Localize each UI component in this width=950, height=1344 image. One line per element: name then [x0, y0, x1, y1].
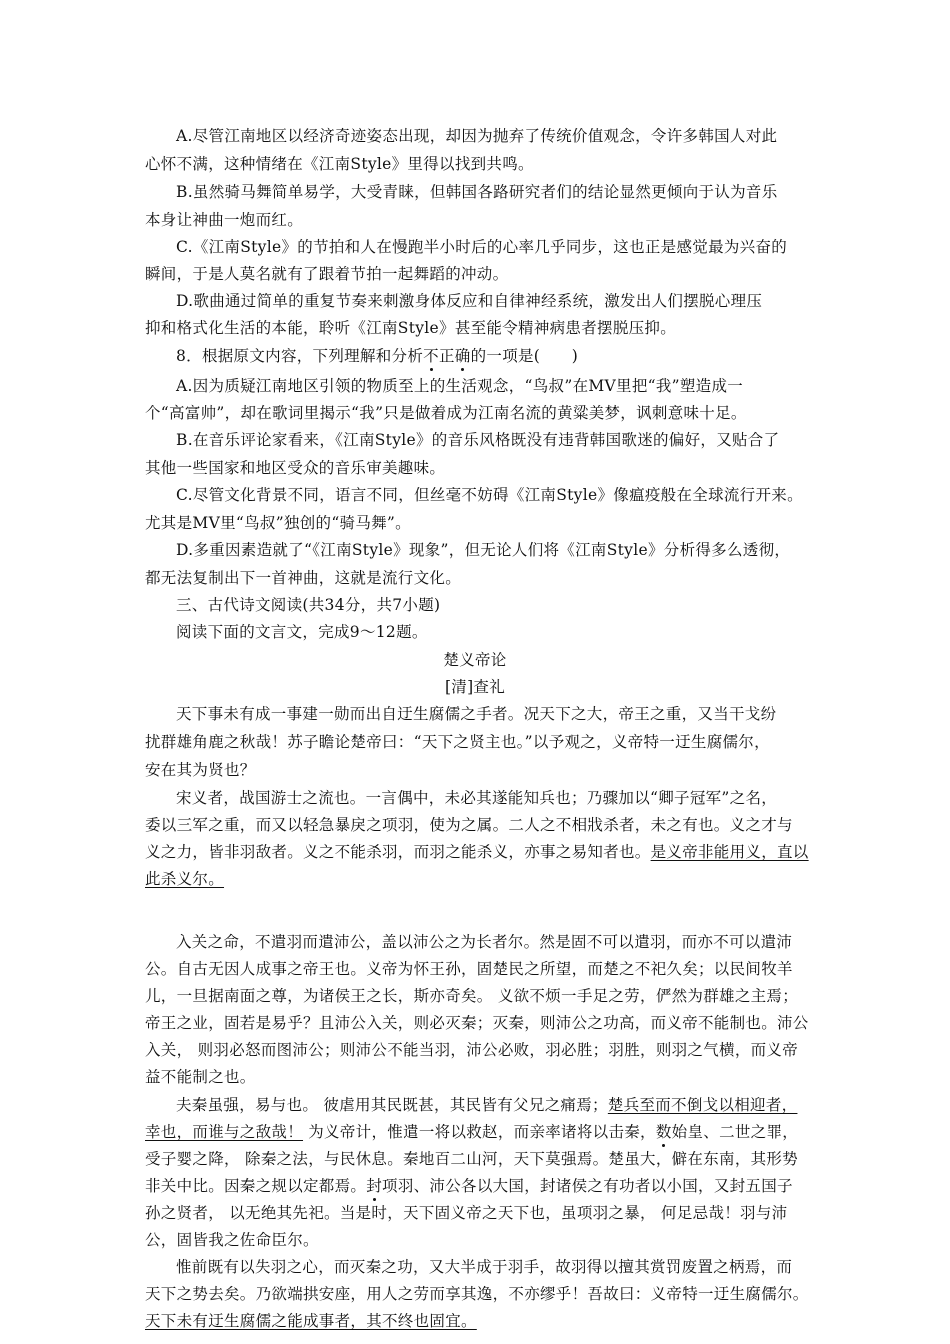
emphasis-char: 数 — [655, 1123, 672, 1141]
q7-option-a-line2: 心怀不满，这种情绪在《江南Style》里得以找到共鸣。 — [145, 155, 534, 173]
passage-p1-line3: 安在其为贤也？ — [145, 761, 256, 779]
passage-title: 楚义帝论 — [443, 651, 507, 669]
passage-p3-line5: 入关， 则羽必怒而图沛公；则沛公不能当羽，沛公必败，羽必胜；羽胜，则羽之气横，而义帝 — [145, 1041, 799, 1059]
emphasis-char: 不 — [423, 347, 439, 365]
passage-p3-line3: 儿，一旦据南面之尊，为诸侯王之长，斯亦奇矣。 义欲不烦一手足之劳，俨然为群雄之主焉； — [145, 987, 799, 1005]
passage-p1-line2: 扰群雄角鹿之秋哉！苏子瞻论楚帝曰：“天下之贤主也。”以予观之，义帝特一迂生腐儒尔， — [145, 733, 770, 751]
passage-p3-line6: 益不能制之也。 — [145, 1068, 256, 1086]
passage-p4-line5: 孙之贤者， 以无绝其先祀。当是时，天下固义帝之天下也，虽项羽之暴， 何足忌哉！羽与沛 — [145, 1204, 788, 1222]
emphasis-char: 确 — [454, 347, 471, 365]
q7-option-c-line1: C.《江南Style》的节拍和人在慢跑半小时后的心率几乎同步，这也正是感觉最为兴奋的 — [176, 238, 788, 256]
passage-author: [清]查礼 — [444, 678, 506, 696]
passage-p5-line1: 惟前既有以失羽之心，而灭秦之功，又大半成于羽手，故羽得以擅其赏罚废置之柄焉，而 — [176, 1258, 793, 1276]
passage-p4-line2: 幸也，而谁与之敌哉！ 为义帝计，惟遣一将以救赵，而亲率诸将以击秦，数始皇、二世之罪， — [145, 1123, 799, 1141]
q7-option-c-line2: 瞬间，于是人莫名就有了跟着节拍一起舞蹈的冲动。 — [145, 265, 509, 283]
q7-option-a-line1: A.尽管江南地区以经济奇迹姿态出现，却因为抛弃了传统价值观念，令许多韩国人对此 — [176, 127, 778, 145]
passage-p4-line4: 非关中比。因秦之规以定都焉。封项羽、沛公各以大国，封诸侯之有功者以小国，又封五国子 — [145, 1177, 793, 1195]
q7-option-b-line1: B.虽然骑马舞简单易学，大受青睐，但韩国各路研究者们的结论显然更倾向于认为音乐 — [176, 183, 778, 201]
q8-option-c-line1: C.尽管文化背景不同，语言不同，但丝毫不妨碍《江南Style》像瘟疫般在全球流行开来。 — [176, 486, 803, 504]
passage-p2-line4 — [145, 868, 224, 890]
passage-p5-line2: 天下之势去矣。乃欲端拱安座，用人之劳而享其逸，不亦缪乎！吾故曰：义帝特一迂生腐儒尔。 — [145, 1285, 809, 1303]
passage-p2-line3: 义之力，皆非羽敌者。义之不能杀羽，而羽之能杀义，亦事之易知者也。是义帝非能用义，直以 — [145, 843, 809, 861]
q7-option-d-line2: 抑和格式化生活的本能，聆听《江南Style》甚至能令精神病患者摆脱压抑。 — [145, 319, 677, 337]
q8-option-b-line2: 其他一些国家和地区受众的音乐审美趣味。 — [145, 459, 446, 477]
q8-stem: 8．根据原文内容，下列理解和分析不正确的一项是( ) — [176, 347, 579, 365]
q7-option-b-line2: 本身让神曲一炮而红。 — [145, 211, 304, 229]
passage-p3-line4: 帝王之业，固若是易乎？且沛公入关，则必灭秦；灭秦，则沛公之功高，而义帝不能制也。沛公 — [145, 1014, 809, 1032]
passage-p3-line2: 公。自古无因人成事之帝王也。义帝为怀王孙，固楚民之所望，而楚之不祀久矣；以民间牧羊 — [145, 960, 793, 978]
underlined-sentence: 天下未有迂生腐儒之能成事者，其不终也固宜。 — [145, 1312, 477, 1330]
section-instruction: 阅读下面的文言文，完成9～12题。 — [176, 623, 428, 641]
passage-p3-line1: 入关之命，不遣羽而遣沛公，盖以沛公之为长者尔。然是固不可以遣羽，而亦不可以遣沛 — [176, 933, 793, 951]
passage-p1-line1: 天下事未有成一事建一勋而出自迂生腐儒之手者。况天下之大，帝王之重，又当干戈纷 — [176, 705, 777, 723]
section-heading: 三、古代诗文阅读(共34分，共7小题) — [176, 596, 441, 614]
q8-option-d-line2: 都无法复制出下一首神曲，这就是流行文化。 — [145, 569, 462, 587]
q8-option-d-line1: D.多重因素造就了“《江南Style》现象”，但无论人们将《江南Style》分析得多么透彻， — [176, 541, 791, 559]
passage-p5-line3 — [145, 1310, 477, 1332]
q8-option-a-line2: 个“高富帅”，却在歌词里揭示“我”只是做着成为江南名流的黄粱美梦，讽刺意味十足。 — [145, 404, 747, 422]
underlined-sentence: 幸也，而谁与之敌哉！ — [145, 1123, 304, 1141]
passage-p2-line1: 宋义者，战国游士之流也。一言偶中，未必其遂能知兵也；乃骤加以“卿子冠军”之名， — [176, 789, 778, 807]
q8-option-a-line1: A.因为质疑江南地区引领的物质至上的生活观念，“鸟叔”在MV里把“我”塑造成一 — [176, 377, 744, 395]
passage-p4-line3: 受子婴之降， 除秦之法，与民休息。秦地百二山河，天下莫强焉。楚虽大，僻在东南，其形势 — [145, 1150, 799, 1168]
passage-p4-line6: 公，固皆我之佐命臣尔。 — [145, 1231, 319, 1249]
emphasis-char: 封 — [366, 1177, 383, 1195]
q8-option-c-line2: 尤其是MV里“鸟叔”独创的“骑马舞”。 — [145, 514, 411, 532]
q8-option-b-line1: B.在音乐评论家看来，《江南Style》的音乐风格既没有违背韩国歌迷的偏好，又贴合了 — [176, 431, 780, 449]
underlined-sentence: 此杀义尔。 — [145, 870, 225, 888]
passage-p2-line2: 委以三军之重，而又以轻急暴戾之项羽，使为之属。二人之不相戕杀者，未之有也。义之才与 — [145, 816, 793, 834]
passage-p4-line1: 夫秦虽强，易与也。 彼虐用其民既甚，其民皆有父兄之痛焉；楚兵至而不倒戈以相迎者， — [176, 1096, 798, 1114]
underlined-sentence: 楚兵至而不倒戈以相迎者， — [607, 1096, 798, 1114]
q7-option-d-line1: D.歌曲通过简单的重复节奏来刺激身体反应和自律神经系统，激发出人们摆脱心理压 — [176, 292, 763, 310]
underlined-sentence: 是义帝非能用义，直以 — [650, 843, 809, 861]
